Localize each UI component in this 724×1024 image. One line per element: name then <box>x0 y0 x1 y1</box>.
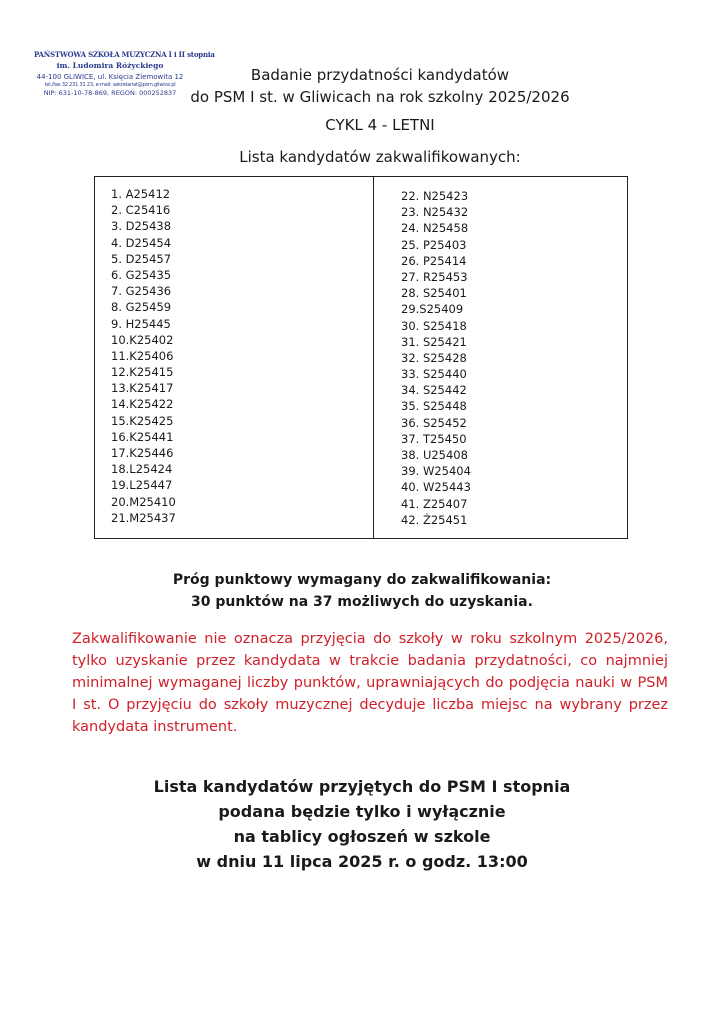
candidate-entry: 7. G25436 <box>111 284 172 299</box>
candidate-entry: 31. S25421 <box>401 334 467 349</box>
final-info-line-4: w dniu 11 lipca 2025 r. o godz. 13:00 <box>196 852 528 871</box>
candidate-entry: 20.M25410 <box>111 494 176 509</box>
final-info-line-1: Lista kandydatów przyjętych do PSM I stopnia <box>153 777 571 796</box>
candidate-entry: 8. G25459 <box>111 300 172 315</box>
qualification-notice: Zakwalifikowanie nie oznacza przyjęcia do szkoły w roku szkolnym 2025/2026, tylko uzyskanie przez kandydata w trakcie badania przydatności, co najmniej minimalnej wymaganej liczby punktów, uprawniających do podjęcia nauki w PSM I st. O przyjęciu do szkoły muzycznej decyduje liczba miejsc na wybrany przez kandydata instrument. <box>72 631 668 735</box>
candidate-entry: 40. W25443 <box>401 480 471 495</box>
stamp-school-name: PAŃSTWOWA SZKOŁA MUZYCZNA I i II stopnia <box>34 50 215 59</box>
candidate-entry: 19.L25447 <box>111 478 173 493</box>
candidate-entry: 10.K25402 <box>111 332 174 347</box>
candidate-entry: 36. S25452 <box>401 415 467 430</box>
school-stamp <box>34 50 215 97</box>
candidate-entry: 12.K25415 <box>111 365 174 380</box>
candidate-entry: 23. N25432 <box>401 205 469 220</box>
candidate-entry: 30. S25418 <box>401 318 467 333</box>
stamp-contact: tel./fax 32 231 31 23, e-mail: sekretariat@psm.gliwice.pl <box>44 82 176 88</box>
candidate-entry: 34. S25442 <box>401 383 467 398</box>
candidate-entry: 15.K25425 <box>111 413 174 428</box>
candidate-entry: 18.L25424 <box>111 462 173 477</box>
candidate-entry: 3. D25438 <box>111 219 172 234</box>
candidate-entry: 5. D25457 <box>111 251 172 266</box>
candidate-entry: 37. T25450 <box>401 431 467 446</box>
candidate-entry: 6. G25435 <box>111 267 172 282</box>
candidate-entry: 22. N25423 <box>401 189 469 203</box>
threshold-line-1: Próg punktowy wymagany do zakwalifikowania: <box>172 572 552 588</box>
candidate-entry: 33. S25440 <box>401 367 467 382</box>
candidate-entry: 16.K25441 <box>111 429 174 444</box>
stamp-nip-regon: NIP: 631-10-78-869, REGON: 000252837 <box>43 89 177 97</box>
final-info-line-3: na tablicy ogłoszeń w szkole <box>233 827 491 846</box>
list-heading: Lista kandydatów zakwalifikowanych: <box>239 148 521 166</box>
candidate-entry: 27. R25453 <box>401 269 468 284</box>
candidate-entry: 21.M25437 <box>111 510 176 525</box>
stamp-address: 44-100 GLIWICE, ul. Księcia Ziemowita 12 <box>36 73 184 81</box>
candidate-entry: 4. D25454 <box>111 235 172 250</box>
candidate-entry: 25. P25403 <box>401 237 467 252</box>
stamp-patron: im. Ludomira Różyckiego <box>56 61 164 70</box>
candidates-column-left <box>111 186 176 526</box>
candidate-entry: 29.S25409 <box>401 302 464 317</box>
threshold-line-2: 30 punktów na 37 możliwych do uzyskania. <box>191 594 533 610</box>
final-info-line-2: podana będzie tylko i wyłącznie <box>218 802 506 821</box>
candidate-entry: 24. N25458 <box>401 221 469 236</box>
candidates-column-right <box>401 188 471 528</box>
column-divider <box>373 177 374 538</box>
candidate-entry: 32. S25428 <box>401 350 467 365</box>
candidate-entry: 11.K25406 <box>111 348 174 363</box>
candidate-entry: 28. S25401 <box>401 286 467 301</box>
document-title-line-1: Badanie przydatności kandydatów <box>250 66 510 84</box>
candidates-table <box>94 176 628 539</box>
candidate-entry: 42. Ż25451 <box>401 512 468 527</box>
candidate-entry: 9. H25445 <box>111 316 171 331</box>
cycle-label: CYKL 4 - LETNI <box>325 116 435 134</box>
candidate-entry: 39. W25404 <box>401 464 471 479</box>
candidate-entry: 13.K25417 <box>111 381 174 396</box>
candidate-entry: 1. A25412 <box>111 187 171 201</box>
candidate-entry: 38. U25408 <box>401 448 468 462</box>
candidate-entry: 26. P25414 <box>401 253 467 268</box>
candidate-entry: 14.K25422 <box>111 397 174 412</box>
candidate-entry: 2. C25416 <box>111 203 171 218</box>
candidate-entry: 35. S25448 <box>401 399 467 414</box>
candidate-entry: 17.K25446 <box>111 446 174 460</box>
document-title-line-2: do PSM I st. w Gliwicach na rok szkolny 2025/2026 <box>190 88 570 106</box>
candidate-entry: 41. Z25407 <box>401 496 468 511</box>
